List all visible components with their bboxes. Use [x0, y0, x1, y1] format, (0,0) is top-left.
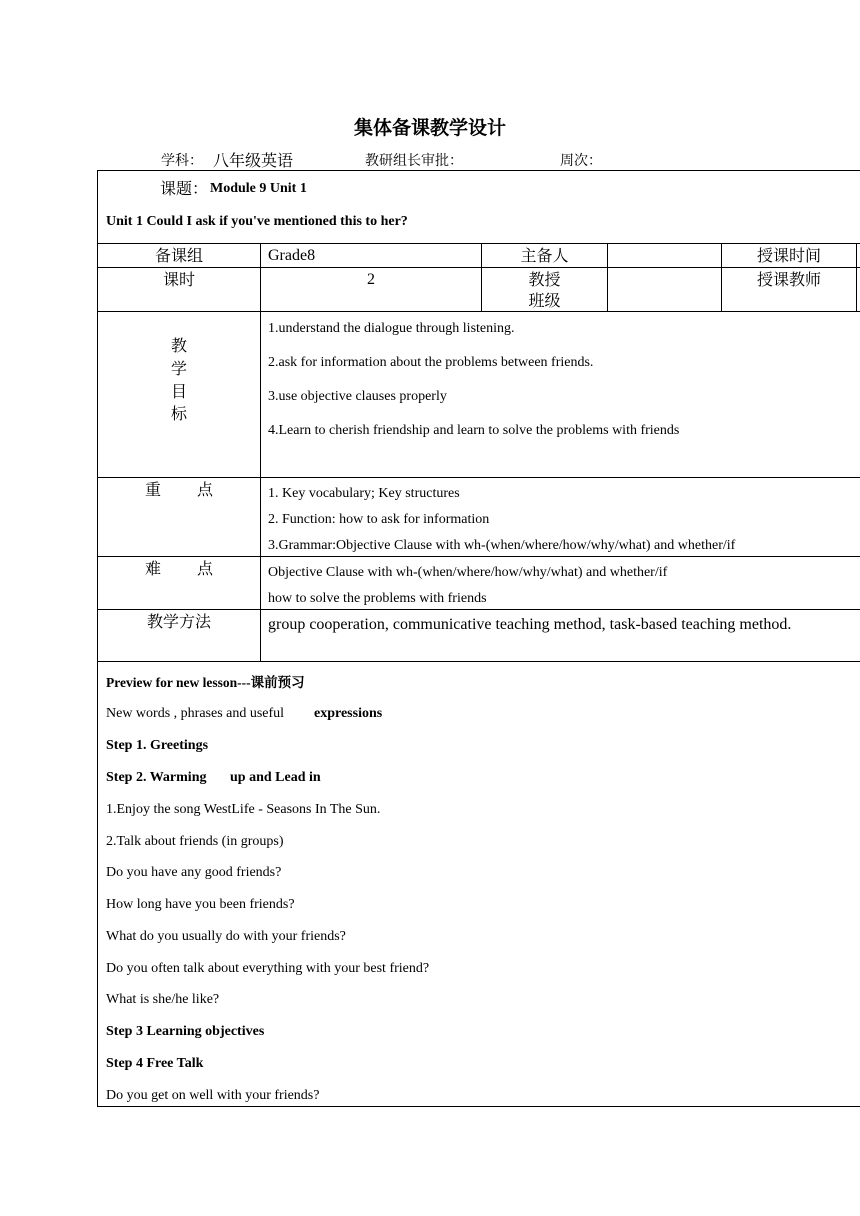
objectives-label-char: 教 [170, 336, 187, 355]
key-point-item: 2. Function: how to ask for information [268, 512, 490, 527]
procedure-line: 2.Talk about friends (in groups) [106, 834, 284, 849]
step-2-heading: Step 2. Warming [106, 770, 207, 785]
procedure-line: Do you have any good friends? [106, 865, 282, 880]
difficult-points-label-b: 点 [197, 559, 214, 578]
lead-label: 主备人 [520, 246, 569, 265]
objectives-label-char: 标 [170, 404, 187, 423]
objective-item: 4.Learn to cherish friendship and learn to solve the problems with friends [268, 423, 680, 438]
procedure-line: What is she/he like? [106, 992, 220, 1007]
objectives-label-char: 学 [170, 359, 187, 378]
preview-heading: Preview for new lesson---课前预习 [106, 675, 305, 690]
procedure-line: What do you usually do with your friends? [106, 929, 346, 944]
difficult-point-item: how to solve the problems with friends [268, 591, 487, 606]
step-2-heading-rest: up and Lead in [230, 770, 321, 785]
subject-label: 学科： [161, 153, 203, 169]
period-value: 2 [367, 271, 375, 288]
key-point-item: 1. Key vocabulary; Key structures [268, 486, 460, 501]
key-points-label-b: 点 [197, 480, 214, 499]
difficult-point-item: Objective Clause with wh-(when/where/how/why/what) and whether/if [268, 565, 668, 580]
difficult-points-label-a: 难 [145, 559, 162, 578]
procedure-line: 1.Enjoy the song WestLife - Seasons In The Sun. [106, 802, 381, 817]
objective-item: 1.understand the dialogue through listening. [268, 321, 515, 336]
step-4-heading: Step 4 Free Talk [106, 1056, 204, 1071]
methods-value: group cooperation, communicative teaching method, task-based teaching method. [268, 616, 792, 633]
time-label: 授课时间 [756, 246, 821, 265]
class-label-line1: 教授 [528, 270, 561, 289]
objective-item: 3.use objective clauses properly [268, 389, 447, 404]
methods-label: 教学方法 [146, 612, 211, 631]
class-label-line2: 班级 [528, 291, 561, 310]
approval-label: 教研组长审批： [365, 153, 463, 169]
subject-value: 八年级英语 [213, 151, 294, 170]
step-1-heading: Step 1. Greetings [106, 738, 209, 753]
week-label: 周次： [560, 153, 602, 169]
group-value: Grade8 [268, 247, 316, 264]
procedure-line: Do you often talk about everything with your best friend? [106, 961, 430, 976]
unit-title: Unit 1 Could I ask if you've mentioned this to her? [106, 214, 408, 229]
objective-item: 2.ask for information about the problems between friends. [268, 355, 594, 370]
procedure-line: Do you get on well with your friends? [106, 1088, 320, 1103]
topic-label: 课题： [160, 179, 209, 198]
step-3-heading: Step 3 Learning objectives [106, 1024, 265, 1039]
teacher-label: 授课教师 [756, 270, 821, 289]
new-words-bold: expressions [314, 706, 383, 721]
page-title: 集体备课教学设计 [353, 117, 506, 139]
procedure-line: How long have you been friends? [106, 897, 295, 912]
key-points-label-a: 重 [145, 480, 162, 499]
group-label: 备课组 [154, 246, 203, 265]
topic-module: Module 9 Unit 1 [210, 181, 307, 196]
objectives-label-char: 目 [170, 382, 187, 401]
new-words-text: New words , phrases and useful [106, 706, 285, 721]
key-point-item: 3.Grammar:Objective Clause with wh-(when/where/how/why/what) and whether/if [268, 538, 736, 553]
period-label: 课时 [162, 270, 195, 289]
